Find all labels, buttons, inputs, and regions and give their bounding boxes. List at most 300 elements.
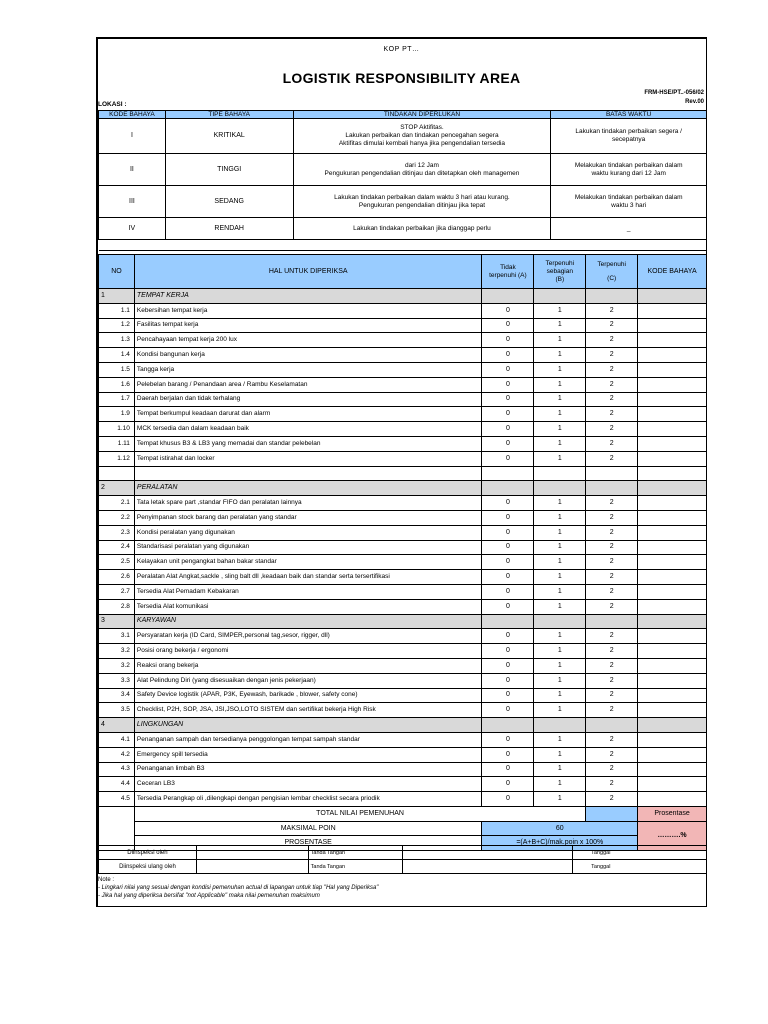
score-c[interactable]: 2 bbox=[586, 348, 638, 363]
hazard-table bbox=[98, 110, 707, 240]
hazard-header-tindakan: TINDAKAN DIPERLUKAN bbox=[293, 111, 551, 119]
item-row bbox=[99, 688, 707, 703]
item-text: Posisi orang bekerja / ergonomi bbox=[134, 644, 482, 659]
signature-name-field[interactable] bbox=[196, 846, 308, 860]
score-b[interactable]: 1 bbox=[534, 599, 586, 614]
hazard-kode: II bbox=[99, 154, 166, 186]
signature-date-label: Tanggal bbox=[573, 860, 707, 874]
item-number: 1.3 bbox=[99, 333, 135, 348]
score-a[interactable]: 0 bbox=[482, 673, 534, 688]
batas-line: _ bbox=[626, 224, 631, 232]
score-b[interactable]: 1 bbox=[534, 732, 586, 747]
header-tidak-terpenuhi bbox=[482, 255, 534, 289]
item-kode-bahaya[interactable] bbox=[638, 348, 707, 363]
spacer-cell bbox=[134, 466, 482, 481]
score-b[interactable]: 1 bbox=[534, 407, 586, 422]
item-row bbox=[99, 348, 707, 363]
item-kode-bahaya[interactable] bbox=[638, 362, 707, 377]
score-b[interactable]: 1 bbox=[534, 362, 586, 377]
section-title: PERALATAN bbox=[134, 481, 482, 496]
score-c[interactable]: 2 bbox=[586, 303, 638, 318]
score-c[interactable]: 2 bbox=[586, 540, 638, 555]
signature-table bbox=[98, 845, 707, 874]
spacer-cell bbox=[534, 466, 586, 481]
score-c[interactable]: 2 bbox=[586, 392, 638, 407]
header-b-line: Terpenuhi bbox=[545, 259, 575, 267]
section-score-cell bbox=[482, 481, 534, 496]
section-score-cell bbox=[534, 481, 586, 496]
checklist-body bbox=[99, 289, 707, 807]
item-row bbox=[99, 673, 707, 688]
score-a[interactable]: 0 bbox=[482, 792, 534, 807]
item-row bbox=[99, 570, 707, 585]
item-text: Reaksi orang bekerja bbox=[134, 658, 482, 673]
item-row bbox=[99, 377, 707, 392]
batas-line: Lakukan tindakan perbaikan segera / bbox=[575, 128, 682, 135]
hazard-row bbox=[99, 218, 707, 240]
section-number: 2 bbox=[99, 481, 135, 496]
hazard-batas bbox=[551, 218, 707, 240]
item-kode-bahaya[interactable] bbox=[638, 540, 707, 555]
item-kode-bahaya[interactable] bbox=[638, 407, 707, 422]
score-b[interactable]: 1 bbox=[534, 747, 586, 762]
item-row bbox=[99, 732, 707, 747]
tindakan-line: dari 12 Jam bbox=[404, 161, 439, 169]
item-number: 1.9 bbox=[99, 407, 135, 422]
hazard-row bbox=[99, 119, 707, 154]
item-text: Tersedia Perangkap oli ,dilengkapi dengan pengisian lembar checklist secara priodik bbox=[134, 792, 482, 807]
score-c[interactable]: 2 bbox=[586, 510, 638, 525]
item-kode-bahaya[interactable] bbox=[638, 732, 707, 747]
score-a[interactable]: 0 bbox=[482, 658, 534, 673]
batas-line: Melakukan tindakan perbaikan dalam bbox=[574, 161, 683, 169]
page-title: LOGISTIK RESPONSIBILITY AREA bbox=[282, 70, 521, 86]
score-c[interactable]: 2 bbox=[586, 732, 638, 747]
hazard-kode: IV bbox=[99, 218, 166, 240]
score-b[interactable]: 1 bbox=[534, 777, 586, 792]
spacer-row bbox=[99, 466, 707, 481]
item-number: 1.6 bbox=[99, 377, 135, 392]
section-kode-cell bbox=[638, 614, 707, 629]
hazard-tipe: TINGGI bbox=[165, 154, 293, 186]
item-kode-bahaya[interactable] bbox=[638, 377, 707, 392]
item-row bbox=[99, 777, 707, 792]
item-number: 2.2 bbox=[99, 510, 135, 525]
section-score-cell bbox=[586, 481, 638, 496]
item-row bbox=[99, 747, 707, 762]
score-c[interactable]: 2 bbox=[586, 644, 638, 659]
header-b-line: (B) bbox=[555, 275, 565, 283]
score-b[interactable]: 1 bbox=[534, 762, 586, 777]
checklist-header-row bbox=[99, 255, 707, 289]
batas-line: waktu 3 hari bbox=[611, 201, 647, 209]
lokasi-label: LOKASI : bbox=[98, 101, 127, 108]
score-c[interactable]: 2 bbox=[586, 703, 638, 718]
item-kode-bahaya[interactable] bbox=[638, 658, 707, 673]
item-kode-bahaya[interactable] bbox=[638, 762, 707, 777]
score-a[interactable]: 0 bbox=[482, 599, 534, 614]
score-a[interactable]: 0 bbox=[482, 777, 534, 792]
item-number: 1.7 bbox=[99, 392, 135, 407]
item-number: 1.12 bbox=[99, 451, 135, 466]
hazard-header-kode: KODE BAHAYA bbox=[99, 111, 166, 119]
tindakan-line: Lakukan tindakan perbaikan dalam waktu 3 hari atau kurang. bbox=[334, 193, 510, 201]
item-number: 3.3 bbox=[99, 673, 135, 688]
score-c[interactable]: 2 bbox=[586, 407, 638, 422]
score-a[interactable]: 0 bbox=[482, 333, 534, 348]
hazard-batas bbox=[551, 119, 707, 154]
section-score-cell bbox=[586, 718, 638, 733]
signature-name-field[interactable] bbox=[196, 860, 308, 874]
score-c[interactable]: 2 bbox=[586, 525, 638, 540]
item-row bbox=[99, 318, 707, 333]
score-a[interactable]: 0 bbox=[482, 762, 534, 777]
score-a[interactable]: 0 bbox=[482, 688, 534, 703]
item-number: 3.5 bbox=[99, 703, 135, 718]
item-number: 3.4 bbox=[99, 688, 135, 703]
item-kode-bahaya[interactable] bbox=[638, 510, 707, 525]
signature-ttd-field[interactable] bbox=[403, 860, 573, 874]
summary-row-total bbox=[99, 806, 707, 821]
score-a[interactable]: 0 bbox=[482, 644, 534, 659]
form-revision: Rev.00 bbox=[685, 99, 704, 105]
score-c[interactable]: 2 bbox=[586, 629, 638, 644]
item-text: Penyimpanan stock barang dan peralatan yang standar bbox=[134, 510, 482, 525]
item-kode-bahaya[interactable] bbox=[638, 392, 707, 407]
tindakan-line: Aktifitas dimulai kembali hanya jika pengendalian tersedia bbox=[338, 140, 506, 147]
item-text: Checklist, P2H, SOP, JSA, JSI,JSO,LOTO SISTEM dan sertifikat bekerja High Risk bbox=[134, 703, 482, 718]
item-row bbox=[99, 762, 707, 777]
item-text: Kondisi bangunan kerja bbox=[134, 348, 482, 363]
section-score-cell bbox=[534, 614, 586, 629]
item-row bbox=[99, 629, 707, 644]
score-a[interactable]: 0 bbox=[482, 436, 534, 451]
item-kode-bahaya[interactable] bbox=[638, 555, 707, 570]
hazard-tipe: SEDANG bbox=[165, 186, 293, 218]
tindakan-line: Pengukuran pengendalian ditinjau jika tepat bbox=[358, 201, 485, 209]
item-number: 4.2 bbox=[99, 747, 135, 762]
header-no: NO bbox=[99, 255, 135, 289]
section-row bbox=[99, 614, 707, 629]
score-c[interactable]: 2 bbox=[586, 422, 638, 437]
score-a[interactable]: 0 bbox=[482, 451, 534, 466]
item-text: Persyaratan kerja (ID Card, SIMPER,personal tag,sesor, rigger, dll) bbox=[134, 629, 482, 644]
score-a[interactable]: 0 bbox=[482, 496, 534, 511]
item-row bbox=[99, 362, 707, 377]
item-row bbox=[99, 436, 707, 451]
item-row bbox=[99, 303, 707, 318]
score-b[interactable]: 1 bbox=[534, 525, 586, 540]
section-score-cell bbox=[482, 289, 534, 304]
pros-label: PROSENTASE bbox=[134, 836, 482, 851]
item-number: 4.4 bbox=[99, 777, 135, 792]
score-a[interactable]: 0 bbox=[482, 348, 534, 363]
section-score-cell bbox=[482, 718, 534, 733]
checklist-table bbox=[98, 250, 707, 851]
header-hal: HAL UNTUK DIPERIKSA bbox=[134, 255, 482, 289]
score-b[interactable]: 1 bbox=[534, 658, 586, 673]
section-score-cell bbox=[586, 614, 638, 629]
score-b[interactable]: 1 bbox=[534, 377, 586, 392]
score-b[interactable]: 1 bbox=[534, 584, 586, 599]
header-kode-bahaya: KODE BAHAYA bbox=[638, 255, 707, 289]
score-b[interactable]: 1 bbox=[534, 422, 586, 437]
score-a[interactable]: 0 bbox=[482, 377, 534, 392]
item-row bbox=[99, 658, 707, 673]
batas-line: Melakukan tindakan perbaikan dalam bbox=[574, 193, 683, 201]
item-text: Penanganan limbah B3 bbox=[134, 762, 482, 777]
hazard-kode: III bbox=[99, 186, 166, 218]
batas-line: waktu kurang dari 12 Jam bbox=[591, 169, 666, 177]
score-a[interactable]: 0 bbox=[482, 407, 534, 422]
signature-label: Diinspeksi oleh bbox=[99, 846, 197, 860]
item-kode-bahaya[interactable] bbox=[638, 644, 707, 659]
spacer-cell bbox=[482, 466, 534, 481]
maks-label: MAKSIMAL POIN bbox=[134, 821, 482, 836]
score-c[interactable]: 2 bbox=[586, 599, 638, 614]
hazard-tindakan bbox=[293, 218, 551, 240]
item-kode-bahaya[interactable] bbox=[638, 451, 707, 466]
item-row bbox=[99, 422, 707, 437]
score-b[interactable]: 1 bbox=[534, 303, 586, 318]
item-kode-bahaya[interactable] bbox=[638, 570, 707, 585]
score-a[interactable]: 0 bbox=[482, 703, 534, 718]
summary-row-maks bbox=[99, 821, 707, 836]
score-b[interactable]: 1 bbox=[534, 348, 586, 363]
item-row bbox=[99, 451, 707, 466]
section-score-cell bbox=[534, 718, 586, 733]
score-a[interactable]: 0 bbox=[482, 555, 534, 570]
item-kode-bahaya[interactable] bbox=[638, 436, 707, 451]
item-text: Fasilitas tempat kerja bbox=[134, 318, 482, 333]
hazard-header-row bbox=[99, 111, 707, 119]
score-c[interactable]: 2 bbox=[586, 436, 638, 451]
item-number: 3.2 bbox=[99, 658, 135, 673]
signature-row bbox=[99, 860, 707, 874]
hazard-row bbox=[99, 186, 707, 218]
section-score-cell bbox=[482, 614, 534, 629]
score-a[interactable]: 0 bbox=[482, 584, 534, 599]
item-text: Emergency spill tersedia bbox=[134, 747, 482, 762]
section-number: 1 bbox=[99, 289, 135, 304]
item-kode-bahaya[interactable] bbox=[638, 525, 707, 540]
score-b[interactable]: 1 bbox=[534, 644, 586, 659]
score-c[interactable]: 2 bbox=[586, 496, 638, 511]
score-b[interactable]: 1 bbox=[534, 629, 586, 644]
item-row bbox=[99, 333, 707, 348]
item-kode-bahaya[interactable] bbox=[638, 333, 707, 348]
tindakan-line: Lakukan perbaikan dan tindakan pencegahan segera bbox=[345, 132, 499, 139]
item-kode-bahaya[interactable] bbox=[638, 673, 707, 688]
score-b[interactable]: 1 bbox=[534, 688, 586, 703]
score-c[interactable]: 2 bbox=[586, 318, 638, 333]
score-b[interactable]: 1 bbox=[534, 570, 586, 585]
hazard-row bbox=[99, 154, 707, 186]
item-text: Tata letak spare part ,standar FIFO dan peralatan lainnya bbox=[134, 496, 482, 511]
summary-empty bbox=[99, 821, 135, 836]
score-c[interactable]: 2 bbox=[586, 451, 638, 466]
header-a-line: terpenuhi (A) bbox=[489, 271, 527, 279]
item-kode-bahaya[interactable] bbox=[638, 688, 707, 703]
score-b[interactable]: 1 bbox=[534, 555, 586, 570]
score-c[interactable]: 2 bbox=[586, 658, 638, 673]
score-b[interactable]: 1 bbox=[534, 496, 586, 511]
header-c-line: (C) bbox=[607, 274, 617, 282]
item-kode-bahaya[interactable] bbox=[638, 303, 707, 318]
form-code-number: FRM-HSE/PT..-056/02 bbox=[644, 90, 704, 96]
score-a[interactable]: 0 bbox=[482, 392, 534, 407]
score-c[interactable]: 2 bbox=[586, 584, 638, 599]
section-kode-cell bbox=[638, 289, 707, 304]
score-a[interactable]: 0 bbox=[482, 510, 534, 525]
item-text: Kelayakan unit pengangkat bahan bakar standar bbox=[134, 555, 482, 570]
item-number: 2.7 bbox=[99, 584, 135, 599]
item-number: 3.2 bbox=[99, 644, 135, 659]
item-number: 1.10 bbox=[99, 422, 135, 437]
score-b[interactable]: 1 bbox=[534, 333, 586, 348]
item-kode-bahaya[interactable] bbox=[638, 318, 707, 333]
score-b[interactable]: 1 bbox=[534, 392, 586, 407]
item-kode-bahaya[interactable] bbox=[638, 584, 707, 599]
item-row bbox=[99, 525, 707, 540]
signature-ttd-label: Tanda Tangan bbox=[308, 860, 403, 874]
maks-value: 60 bbox=[482, 821, 638, 836]
hazard-batas bbox=[551, 154, 707, 186]
score-a[interactable]: 0 bbox=[482, 732, 534, 747]
item-kode-bahaya[interactable] bbox=[638, 747, 707, 762]
batas-line: secepatnya bbox=[612, 136, 646, 143]
item-text: Ceceran LB3 bbox=[134, 777, 482, 792]
total-value bbox=[586, 806, 638, 821]
item-text: Peralatan Alat Angkat,sackle , sling balt dll ,keadaan baik dan standar serta tersertifikasi bbox=[134, 570, 482, 585]
header-b-line: sebagian bbox=[546, 267, 573, 275]
kop-pt: KOP PT… bbox=[383, 46, 420, 53]
score-b[interactable]: 1 bbox=[534, 540, 586, 555]
item-row bbox=[99, 510, 707, 525]
form-code bbox=[644, 89, 704, 107]
score-a[interactable]: 0 bbox=[482, 747, 534, 762]
item-kode-bahaya[interactable] bbox=[638, 792, 707, 807]
item-number: 4.5 bbox=[99, 792, 135, 807]
item-text: Tangga kerja bbox=[134, 362, 482, 377]
item-row bbox=[99, 584, 707, 599]
total-label: TOTAL NILAI PEMENUHAN bbox=[134, 806, 585, 821]
item-number: 4.3 bbox=[99, 762, 135, 777]
signature-date-label: Tanggal bbox=[573, 846, 707, 860]
section-number: 4 bbox=[99, 718, 135, 733]
score-a[interactable]: 0 bbox=[482, 318, 534, 333]
score-b[interactable]: 1 bbox=[534, 510, 586, 525]
hazard-tipe: KRITIKAL bbox=[165, 119, 293, 154]
score-a[interactable]: 0 bbox=[482, 540, 534, 555]
score-a[interactable]: 0 bbox=[482, 570, 534, 585]
item-text: Standarisasi peralatan yang digunakan bbox=[134, 540, 482, 555]
item-number: 1.4 bbox=[99, 348, 135, 363]
score-c[interactable]: 2 bbox=[586, 377, 638, 392]
score-a[interactable]: 0 bbox=[482, 422, 534, 437]
spacer-cell bbox=[638, 466, 707, 481]
hazard-batas bbox=[551, 186, 707, 218]
score-a[interactable]: 0 bbox=[482, 303, 534, 318]
score-c[interactable]: 2 bbox=[586, 555, 638, 570]
item-text: Kebersihan tempat kerja bbox=[134, 303, 482, 318]
item-number: 1.2 bbox=[99, 318, 135, 333]
item-number: 4.1 bbox=[99, 732, 135, 747]
signature-label: Diinspeksi ulang oleh bbox=[99, 860, 197, 874]
hazard-tindakan bbox=[293, 154, 551, 186]
hazard-header-batas: BATAS WAKTU bbox=[551, 111, 707, 119]
item-row bbox=[99, 555, 707, 570]
signature-row bbox=[99, 846, 707, 860]
score-b[interactable]: 1 bbox=[534, 318, 586, 333]
tindakan-line: Lakukan tindakan perbaikan jika dianggap perlu bbox=[353, 224, 491, 232]
header-terpenuhi bbox=[586, 255, 638, 289]
item-text: Tempat khusus B3 & LB3 yang memadai dan standar pelebelan bbox=[134, 436, 482, 451]
item-number: 2.6 bbox=[99, 570, 135, 585]
hazard-kode: I bbox=[99, 119, 166, 154]
item-kode-bahaya[interactable] bbox=[638, 599, 707, 614]
hazard-tipe: RENDAH bbox=[165, 218, 293, 240]
score-b[interactable]: 1 bbox=[534, 436, 586, 451]
signature-ttd-field[interactable] bbox=[403, 846, 573, 860]
score-c[interactable]: 2 bbox=[586, 777, 638, 792]
notes-line: - Lingkari nilai yang sesuai dengan kondisi pemenuhan actual di lapangan untuk tiap "Hal yang Diperiksa" bbox=[98, 885, 379, 891]
signature-ttd-label: Tanda Tangan bbox=[308, 846, 403, 860]
item-text: Kondisi peralatan yang digunakan bbox=[134, 525, 482, 540]
header-terpenuhi-sebagian bbox=[534, 255, 586, 289]
hazard-tindakan bbox=[293, 119, 551, 154]
score-b[interactable]: 1 bbox=[534, 673, 586, 688]
section-row bbox=[99, 289, 707, 304]
item-text: Pencahayaan tempat kerja 200 lux bbox=[134, 333, 482, 348]
item-text: Tersedia Alat Pemadam Kebakaran bbox=[134, 584, 482, 599]
summary-empty bbox=[99, 806, 135, 821]
score-c[interactable]: 2 bbox=[586, 673, 638, 688]
item-row bbox=[99, 407, 707, 422]
section-row bbox=[99, 481, 707, 496]
item-number: 3.1 bbox=[99, 629, 135, 644]
item-text: Tempat berkumpul keadaan darurat dan alarm bbox=[134, 407, 482, 422]
item-kode-bahaya[interactable] bbox=[638, 496, 707, 511]
item-kode-bahaya[interactable] bbox=[638, 422, 707, 437]
item-kode-bahaya[interactable] bbox=[638, 629, 707, 644]
item-number: 2.4 bbox=[99, 540, 135, 555]
score-c[interactable]: 2 bbox=[586, 747, 638, 762]
item-kode-bahaya[interactable] bbox=[638, 703, 707, 718]
item-number: 1.5 bbox=[99, 362, 135, 377]
score-b[interactable]: 1 bbox=[534, 451, 586, 466]
tindakan-line: STOP Aktifitas. bbox=[400, 124, 444, 131]
item-text: Daerah berjalan dan tidak terhalang bbox=[134, 392, 482, 407]
score-c[interactable]: 2 bbox=[586, 333, 638, 348]
item-kode-bahaya[interactable] bbox=[638, 777, 707, 792]
item-row bbox=[99, 792, 707, 807]
score-c[interactable]: 2 bbox=[586, 570, 638, 585]
score-a[interactable]: 0 bbox=[482, 362, 534, 377]
notes-line: - Jika hal yang diperiksa bersifat "not Applicable" maka nilai pemenuhan maksimum bbox=[98, 893, 320, 899]
score-a[interactable]: 0 bbox=[482, 525, 534, 540]
section-score-cell bbox=[534, 289, 586, 304]
score-b[interactable]: 1 bbox=[534, 703, 586, 718]
item-number: 2.8 bbox=[99, 599, 135, 614]
score-a[interactable]: 0 bbox=[482, 629, 534, 644]
score-b[interactable]: 1 bbox=[534, 792, 586, 807]
score-c[interactable]: 2 bbox=[586, 762, 638, 777]
section-title: KARYAWAN bbox=[134, 614, 482, 629]
score-c[interactable]: 2 bbox=[586, 362, 638, 377]
score-c[interactable]: 2 bbox=[586, 792, 638, 807]
score-c[interactable]: 2 bbox=[586, 688, 638, 703]
